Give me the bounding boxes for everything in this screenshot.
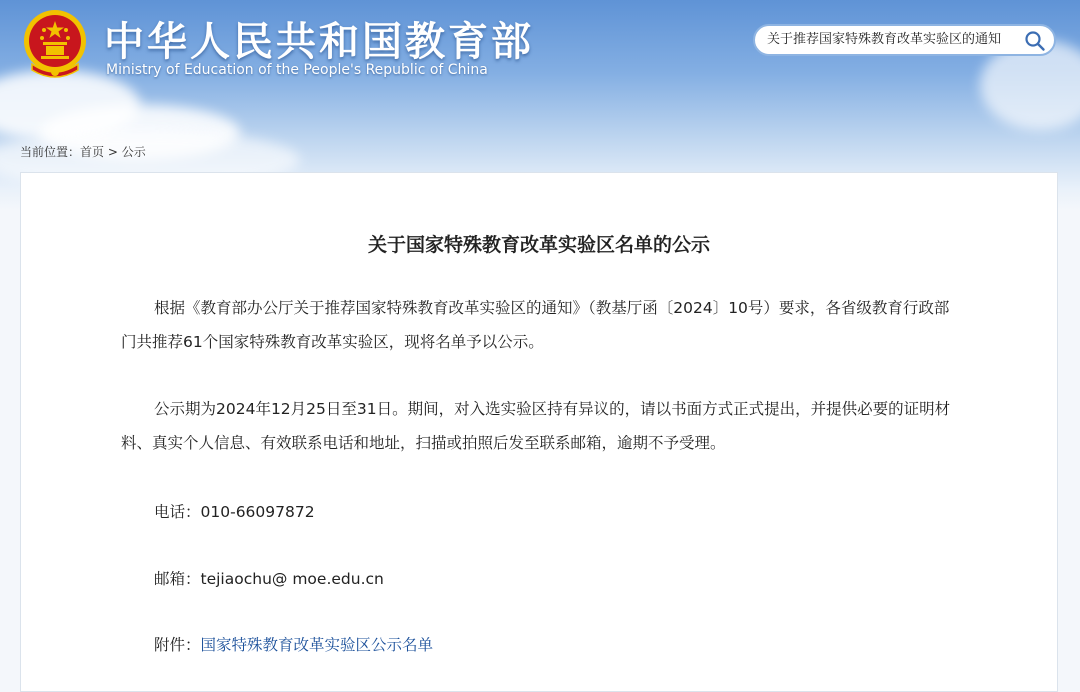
site-title: 中华人民共和国教育部 <box>104 18 534 65</box>
email-label: 邮箱： <box>154 570 201 588</box>
breadcrumb-separator: > <box>104 145 122 159</box>
site-subtitle: Ministry of Education of the People's Republic of China <box>106 62 488 78</box>
national-emblem-icon <box>22 8 88 80</box>
contact-email <box>154 567 384 589</box>
breadcrumb-prefix: 当前位置： <box>20 145 81 159</box>
phone-label: 电话： <box>154 503 201 521</box>
article-title: 关于国家特殊教育改革实验区名单的公示 <box>367 234 710 256</box>
article-paragraph-2 <box>121 392 961 460</box>
search-box[interactable] <box>753 24 1056 56</box>
breadcrumb-home-link[interactable]: 首页 <box>80 145 105 159</box>
breadcrumb <box>20 143 146 160</box>
paragraph-1-text: 根据《教育部办公厅关于推荐国家特殊教育改革实验区的通知》（教基厅函〔2024〕10号）要求，各省级教育行政部门共推荐61个国家特殊教育改革实验区，现将名单予以公示。 <box>121 299 950 351</box>
search-icon[interactable] <box>1024 30 1046 52</box>
attachment-label: 附件： <box>154 636 201 654</box>
paragraph-2-text: 公示期为2024年12月25日至31日。期间，对入选实验区持有异议的，请以书面方式正式提出，并提供必要的证明材料、真实个人信息、有效联系电话和地址，扫描或拍照后发至联系邮箱，逾期不予受理。 <box>121 400 951 452</box>
search-input[interactable]: 关于推荐国家特殊教育改革实验区的通知 <box>767 32 1002 47</box>
article-panel <box>20 172 1058 692</box>
phone-value: 010-66097872 <box>200 503 315 521</box>
article-paragraph-1 <box>121 291 961 359</box>
email-value: tejiaochu@ moe.edu.cn <box>200 570 384 588</box>
attachment-link[interactable]: 国家特殊教育改革实验区公示名单 <box>200 636 434 654</box>
breadcrumb-current: 公示 <box>121 145 146 159</box>
contact-phone <box>154 500 315 522</box>
attachment <box>154 633 433 655</box>
